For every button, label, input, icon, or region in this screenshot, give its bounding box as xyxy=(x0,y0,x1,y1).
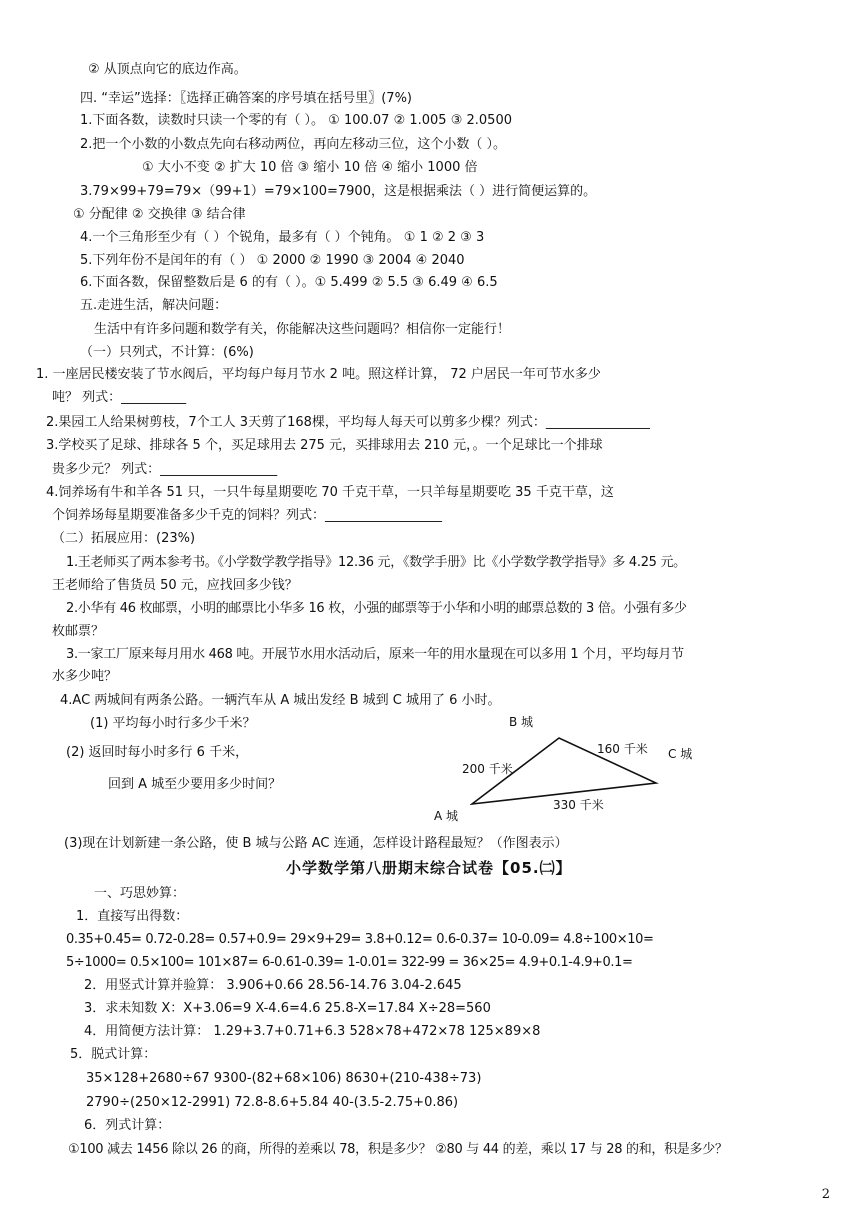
problem-line: 2.小华有 46 枚邮票，小明的邮票比小华多 16 枚，小强的邮票等于小华和小明的邮票总数的 3 倍。小强有多少 xyxy=(66,601,687,616)
subproblem-line: (1) 平均每小时行多少千米？ xyxy=(90,716,256,731)
subsection-heading: （二）拓展应用：(23%) xyxy=(52,531,196,546)
options-line: ① 大小不变 ② 扩大 10 倍 ③ 缩小 10 倍 ④ 缩小 1000 倍 xyxy=(142,160,478,175)
problem-line: 3.学校买了足球、排球各 5 个，买足球用去 275 元，买排球用去 210 元，。一个足球比一个排球 xyxy=(46,438,603,453)
edge-ab-label: 200 千米 xyxy=(462,762,513,776)
word-problem-line: ①100 减去 1456 除以 26 的商，所得的差乘以 78，积是多少？ ②80 与 44 的差，乘以 17 与 28 的和，积是多少？ xyxy=(68,1142,728,1157)
problem-line: 3.一家工厂原来每月用水 468 吨。开展节水用水活动后，原来一年的用水量现在可以多用 1 个月，平均每月节 xyxy=(66,647,684,662)
task-heading: 1．直接写出得数： xyxy=(76,909,189,924)
section-heading: 五.走进生活，解决问题： xyxy=(80,298,228,313)
city-a-label: A 城 xyxy=(434,809,459,823)
city-b-label: B 城 xyxy=(509,715,534,729)
question-line: 5.下列年份不是闰年的有（ ） ① 2000 ② 1990 ③ 2004 ④ 2040 xyxy=(80,253,465,268)
intro-line: 生活中有许多问题和数学有关，你能解决这些问题吗？相信你一定能行！ xyxy=(94,322,511,337)
problem-line: 4.AC 两城间有两条公路。一辆汽车从 A 城出发经 B 城到 C 城用了 6 小时。 xyxy=(60,693,501,708)
section-heading: 一、巧思妙算： xyxy=(94,886,186,901)
calc-row: 0.35+0.45= 0.72-0.28= 0.57+0.9= 29×9+29= 3.8+0.12= 0.6-0.37= 10-0.09= 4.8÷100×10= xyxy=(66,932,654,947)
question-line: 2.把一个小数的小数点先向右移动两位，再向左移动三位，这个小数（ ）。 xyxy=(80,137,507,152)
question-line: 6.下面各数，保留整数后是 6 的有（ ）。① 5.499 ② 5.5 ③ 6.49 ④ 6.5 xyxy=(80,275,498,290)
text-line: ② 从顶点向它的底边作高。 xyxy=(88,62,247,77)
task-line: 2．用竖式计算并验算： 3.906+0.66 28.56-14.76 3.04-2.645 xyxy=(84,978,462,993)
problem-line: 个饲养场每星期要准备多少千克的饲料？列式：__________________ xyxy=(52,508,443,523)
calc-row: 2790÷(250×12-2991) 72.8-8.6+5.84 40-(3.5-2.75+0.86) xyxy=(86,1095,459,1110)
problem-line: 1. 一座居民楼安装了节水阀后，平均每户每月节水 2 吨。照这样计算， 72 户居民一年可节水多少 xyxy=(36,367,601,382)
problem-line: 枚邮票？ xyxy=(52,624,105,639)
edge-ac-label: 330 千米 xyxy=(553,798,604,812)
subproblem-line: (3)现在计划新建一条公路，使 B 城与公路 AC 连通，怎样设计路程最短？（作图表示） xyxy=(64,836,568,851)
calc-row: 5÷1000= 0.5×100= 101×87= 6-0.61-0.39= 1-0.01= 322-99 = 36×25= 4.9+0.1-4.9+0.1= xyxy=(66,955,633,970)
exam-title: 小学数学第八册期末综合试卷【05.㈡】 xyxy=(286,859,572,877)
subproblem-line: 回到 A 城至少要用多少时间？ xyxy=(108,777,282,792)
edge-bc-label: 160 千米 xyxy=(597,742,648,756)
calc-row: 35×128+2680÷67 9300-(82+68×106) 8630+(210-438÷73) xyxy=(86,1071,482,1086)
task-line: 3．求未知数 X：X+3.06=9 X-4.6=4.6 25.8-X=17.84 X÷28=560 xyxy=(84,1001,491,1016)
problem-line: 王老师给了售货员 50 元，应找回多少钱？ xyxy=(52,578,298,593)
problem-line: 1.王老师买了两本参考书。《小学数学教学指导》12.36 元，《数学手册》比《小学数学教学指导》多 4.25 元。 xyxy=(66,555,686,570)
problem-line: 贵多少元？ 列式：__________________ xyxy=(52,462,278,477)
city-c-label: C 城 xyxy=(668,747,693,761)
problem-line: 4.饲养场有牛和羊各 51 只，一只牛每星期要吃 70 千克干草，一只羊每星期要吃 35 千克干草，这 xyxy=(46,485,614,500)
options-line: ① 分配律 ② 交换律 ③ 结合律 xyxy=(73,207,246,222)
task-heading: 5．脱式计算： xyxy=(70,1047,157,1062)
problem-line: 吨？ 列式：__________ xyxy=(52,390,187,405)
subsection-heading: （一）只列式，不计算：(6%) xyxy=(80,345,254,360)
problem-line: 水多少吨？ xyxy=(52,669,118,684)
question-line: 1.下面各数，读数时只读一个零的有（ ）。 ① 100.07 ② 1.005 ③ 2.0500 xyxy=(80,113,512,128)
question-line: 4.一个三角形至少有（ ）个锐角，最多有（ ）个钝角。 ① 1 ② 2 ③ 3 xyxy=(80,230,485,245)
section-heading: 四. “幸运”选择：〖选择正确答案的序号填在括号里〗(7%) xyxy=(80,91,413,106)
page-number: 2 xyxy=(821,1187,830,1202)
problem-line: 2.果园工人给果树剪枝，7个工人 3天剪了168棵，平均每人每天可以剪多少棵？列式：________________ xyxy=(46,415,650,430)
question-line: 3.79×99+79=79×（99+1）=79×100=7900，这是根据乘法（ ）进行简便运算的。 xyxy=(80,184,597,199)
task-heading: 6．列式计算： xyxy=(84,1118,171,1133)
subproblem-line: (2) 返回时每小时多行 6 千米， xyxy=(66,745,249,760)
task-line: 4．用简便方法计算： 1.29+3.7+0.71+6.3 528×78+472×78 125×89×8 xyxy=(84,1024,541,1039)
